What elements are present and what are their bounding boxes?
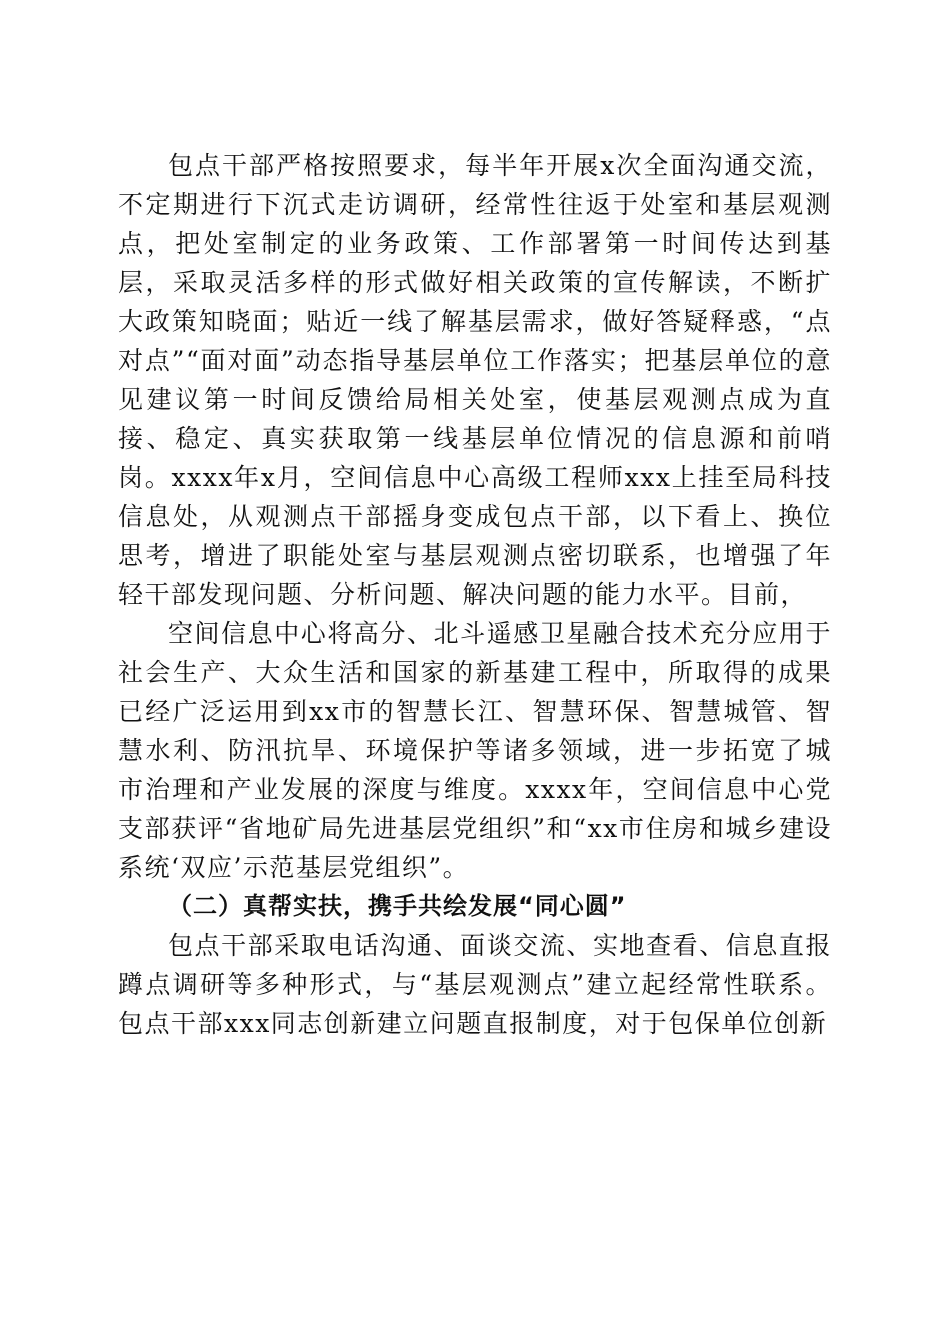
paragraph-3: 包点干部采取电话沟通、面谈交流、实地查看、信息直报蹲点调研等多种形式，与“基层观测点”建立起经常性联系。包点干部xxx同志创新建立问题直报制度，对于包保单位创新 [118, 931, 832, 1038]
document-body [118, 146, 832, 1043]
paragraph-2: 空间信息中心将高分、北斗遥感卫星融合技术充分应用于社会生产、大众生活和国家的新基建工程中，所取得的成果已经广泛运用到xx市的智慧长江、智慧环保、智慧城管、智慧水利、防汛抗旱、环境保护等诸多领域，进一步拓宽了城市治理和产业发展的深度与维度。xxxx年，空间信息中心党支部获评“省地矿局先进基层党组织”和“xx市住房和城乡建设系统‘双应’示范基层党组织”。 [118, 619, 832, 882]
section-heading-2: （二）真帮实扶，携手共绘发展“同心圆” [168, 892, 627, 920]
paragraph-1: 包点干部严格按照要求，每半年开展x次全面沟通交流，不定期进行下沉式走访调研，经常性往返于处室和基层观测点，把处室制定的业务政策、工作部署第一时间传达到基层，采取灵活多样的形式做好相关政策的宣传解读，不断扩大政策知晓面；贴近一线了解基层需求，做好答疑释惑，“点对点”“面对面”动态指导基层单位工作落实；把基层单位的意见建议第一时间反馈给局相关处室，使基层观测点成为直接、稳定、真实获取第一线基层单位情况的信息源和前哨岗。xxxx年x月，空间信息中心高级工程师xxx上挂至局科技信息处，从观测点干部摇身变成包点干部，以下看上、换位思考，增进了职能处室与基层观测点密切联系，也增强了年轻干部发现问题、分析问题、解决问题的能力水平。目前， [118, 151, 832, 609]
